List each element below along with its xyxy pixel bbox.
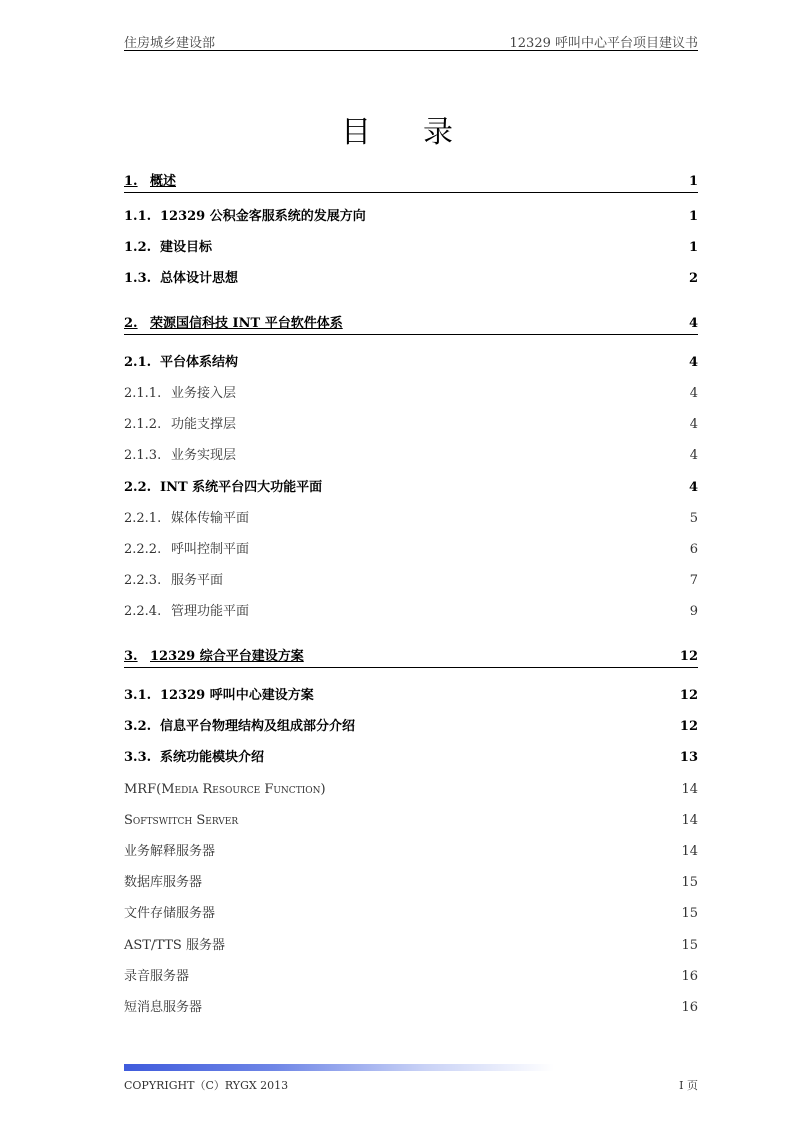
- toc-entry[interactable]: [124, 540, 698, 560]
- toc-entry-number: 2.2.3.: [124, 573, 162, 588]
- toc-entry[interactable]: [124, 686, 698, 706]
- toc-entry[interactable]: [124, 780, 698, 800]
- toc-entry-page: 14: [681, 782, 698, 797]
- toc-entry-label: 概述: [150, 174, 177, 189]
- toc-entry-page: 1: [688, 240, 698, 255]
- toc-entry-number: 2.1.: [124, 355, 152, 370]
- header-document-title: 12329 呼叫中心平台项目建议书: [509, 36, 698, 51]
- toc-entry-page: 12: [679, 719, 698, 734]
- toc-entry-label: 建设目标: [160, 240, 213, 255]
- toc-entry[interactable]: [124, 967, 698, 987]
- toc-entry[interactable]: [124, 602, 698, 622]
- toc-entry[interactable]: [124, 415, 698, 435]
- toc-entry-number: 2.2.4.: [124, 604, 162, 619]
- toc-entry[interactable]: [124, 446, 698, 466]
- toc-entry-label: 录音服务器: [124, 969, 190, 984]
- toc-entry-number: 2.: [124, 316, 138, 331]
- toc-entry[interactable]: [124, 353, 698, 373]
- toc-entry[interactable]: [124, 384, 698, 404]
- toc-entry-page: 2: [688, 271, 698, 286]
- toc-entry[interactable]: [124, 269, 698, 289]
- toc-entry-number: 3.3.: [124, 750, 152, 765]
- toc-entry-page: 16: [681, 1000, 698, 1015]
- toc-entry-label: Softswitch Server: [124, 813, 239, 828]
- footer-page-number: I 页: [679, 1079, 698, 1092]
- toc-entry-number: 2.1.1.: [124, 386, 162, 401]
- toc-entry-page: 16: [681, 969, 698, 984]
- toc-entry-number: 2.2.1.: [124, 511, 162, 526]
- toc-entry-label: 12329 呼叫中心建设方案: [160, 688, 314, 703]
- toc-entry-label: 12329 公积金客服系统的发展方向: [160, 209, 366, 224]
- toc-entry-page: 7: [689, 573, 698, 588]
- toc-entry[interactable]: [124, 904, 698, 924]
- toc-entry[interactable]: [124, 172, 698, 193]
- toc-entry-label: AST/TTS 服务器: [124, 938, 225, 953]
- toc-entry[interactable]: [124, 748, 698, 768]
- toc-entry[interactable]: [124, 478, 698, 498]
- toc-entry-number: 1.3.: [124, 271, 152, 286]
- toc-entry-label: 系统功能模块介绍: [160, 750, 265, 765]
- toc-entry-label: INT 系统平台四大功能平面: [160, 480, 323, 495]
- toc-entry-label: 总体设计思想: [160, 271, 239, 286]
- toc-entry-page: 9: [689, 604, 698, 619]
- toc-entry[interactable]: [124, 811, 698, 831]
- toc-entry-label: 业务解释服务器: [124, 844, 216, 859]
- toc-entry-number: 2.1.3.: [124, 448, 162, 463]
- toc-entry-number: 1.: [124, 174, 138, 189]
- toc-entry-label: 呼叫控制平面: [171, 542, 250, 557]
- toc-entry-number: 3.2.: [124, 719, 152, 734]
- toc-entry-page: 14: [681, 813, 698, 828]
- toc-entry[interactable]: [124, 509, 698, 529]
- toc-entry-label: 12329 综合平台建设方案: [150, 649, 304, 664]
- footer-gradient-bar: [124, 1064, 554, 1071]
- toc-entry-page: 4: [688, 355, 698, 370]
- toc-entry-label: 荣源国信科技 INT 平台软件体系: [150, 316, 343, 331]
- toc-entry-page: 13: [679, 750, 698, 765]
- toc-entry[interactable]: [124, 314, 698, 335]
- toc-entry[interactable]: [124, 998, 698, 1018]
- page-header: [124, 30, 698, 51]
- toc-entry-label: 数据库服务器: [124, 875, 203, 890]
- header-organization: 住房城乡建设部: [124, 36, 216, 51]
- toc-entry-label: 文件存储服务器: [124, 906, 216, 921]
- toc-entry-number: 2.1.2.: [124, 417, 162, 432]
- toc-entry-page: 15: [681, 875, 698, 890]
- toc-entry-page: 4: [689, 386, 698, 401]
- toc-entry-page: 6: [689, 542, 698, 557]
- toc-entry-page: 4: [689, 417, 698, 432]
- toc-entry-label: 功能支撑层: [171, 417, 237, 432]
- toc-entry-label: 媒体传输平面: [171, 511, 250, 526]
- toc-entry-page: 14: [681, 844, 698, 859]
- toc-entry-number: 2.2.: [124, 480, 152, 495]
- toc-entry-page: 4: [688, 480, 698, 495]
- toc-entry-label: 业务实现层: [171, 448, 237, 463]
- toc-entry[interactable]: [124, 873, 698, 893]
- toc-entry[interactable]: [124, 207, 698, 227]
- toc-entry-label: MRF(Media Resource Function): [124, 782, 326, 797]
- toc-entry[interactable]: [124, 571, 698, 591]
- toc-entry-label: 管理功能平面: [171, 604, 250, 619]
- toc-entry-page: 15: [681, 938, 698, 953]
- toc-entry-page: 1: [688, 174, 698, 189]
- toc-entry[interactable]: [124, 238, 698, 258]
- toc-title: 目录: [341, 115, 505, 150]
- toc-entry-label: 服务平面: [171, 573, 224, 588]
- toc-entry-page: 12: [679, 649, 698, 664]
- toc-entry[interactable]: [124, 717, 698, 737]
- toc-entry-label: 业务接入层: [171, 386, 237, 401]
- toc-entry[interactable]: [124, 842, 698, 862]
- toc-entry[interactable]: [124, 936, 698, 956]
- toc-entry-page: 4: [688, 316, 698, 331]
- toc-entry-page: 4: [689, 448, 698, 463]
- toc-entry-label: 信息平台物理结构及组成部分介绍: [160, 719, 356, 734]
- toc-entry-page: 5: [689, 511, 698, 526]
- toc-entry-label: 平台体系结构: [160, 355, 239, 370]
- footer-copyright: COPYRIGHT（C）RYGX 2013: [124, 1079, 289, 1092]
- toc-entry-number: 1.2.: [124, 240, 152, 255]
- toc-entry-label: 短消息服务器: [124, 1000, 203, 1015]
- toc-entry-number: 1.1.: [124, 209, 152, 224]
- toc-entry-number: 2.2.2.: [124, 542, 162, 557]
- toc-entry-page: 1: [688, 209, 698, 224]
- toc-entry-number: 3.: [124, 649, 138, 664]
- toc-entry-number: 3.1.: [124, 688, 152, 703]
- toc-entry-page: 12: [679, 688, 698, 703]
- toc-entry[interactable]: [124, 647, 698, 668]
- toc-entry-page: 15: [681, 906, 698, 921]
